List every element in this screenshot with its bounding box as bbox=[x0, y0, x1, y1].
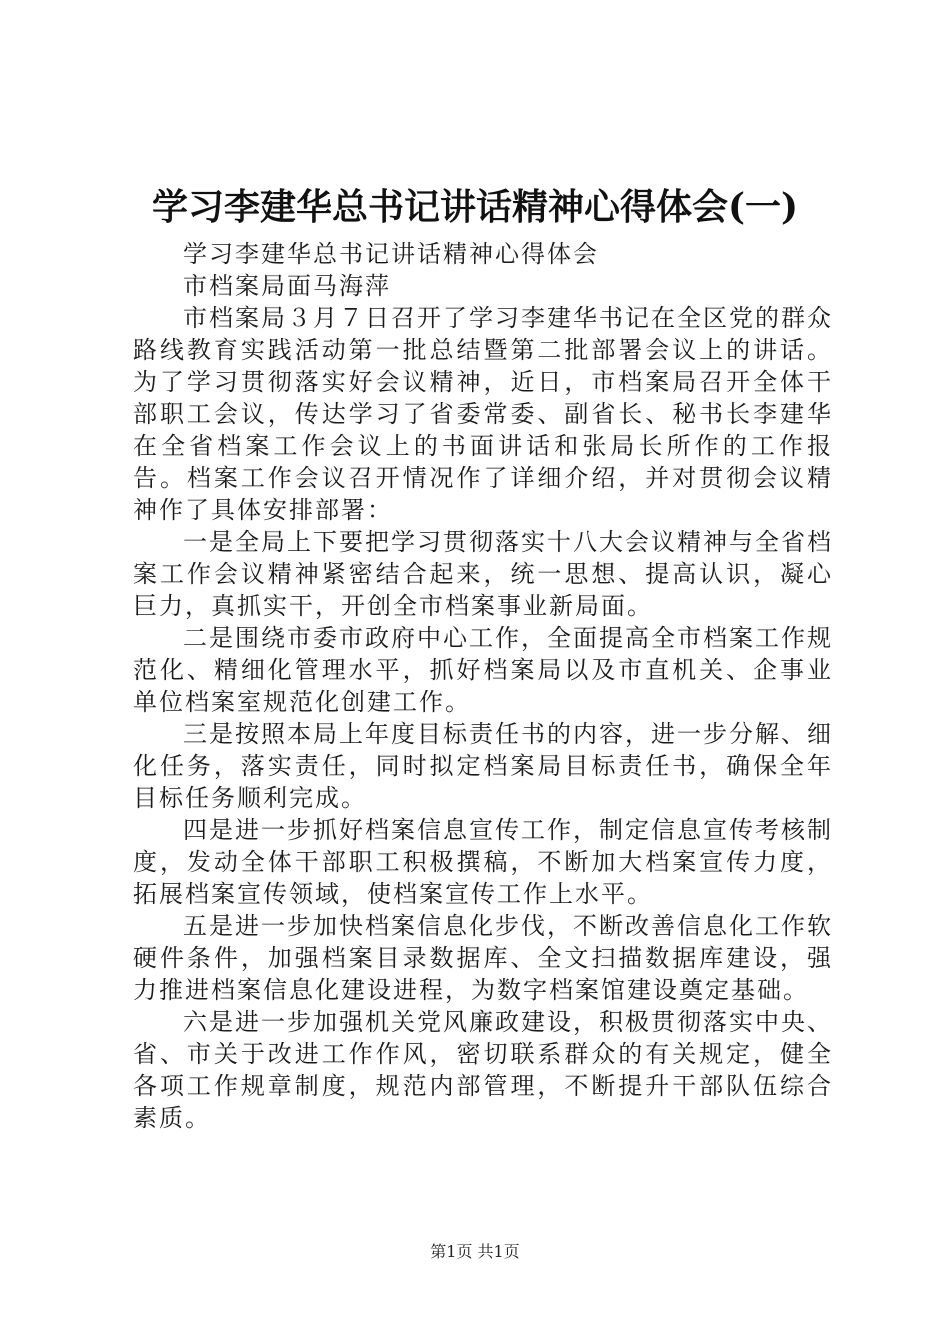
page-number-footer: 第1页 共1页 bbox=[430, 1242, 520, 1261]
document-title: 学习李建华总书记讲话精神心得体会(一) bbox=[151, 186, 799, 228]
paragraph: 三是按照本局上年度目标责任书的内容，进一步分解、细化任务，落实责任，同时拟定档案局目标责任书，确保全年目标任务顺利完成。 bbox=[133, 720, 833, 812]
paragraph: 六是进一步加强机关党风廉政建设，积极贯彻落实中央、省、市关于改进工作作风，密切联系群众的有关规定，健全各项工作规章制度，规范内部管理，不断提升干部队伍综合素质。 bbox=[133, 1008, 833, 1132]
document-body bbox=[133, 238, 833, 1134]
paragraph: 一是全局上下要把学习贯彻落实十八大会议精神与全省档案工作会议精神紧密结合起来，统一思想、提高认识，凝心巨力，真抓实干，开创全市档案事业新局面。 bbox=[133, 528, 833, 620]
paragraph: 五是进一步加快档案信息化步伐，不断改善信息化工作软硬件条件，加强档案目录数据库、全文扫描数据库建设，强力推进档案信息化建设进程，为数字档案馆建设奠定基础。 bbox=[133, 912, 833, 1004]
document-author: 市档案局面马海萍 bbox=[183, 272, 391, 300]
paragraph: 四是进一步抓好档案信息宣传工作，制定信息宣传考核制度，发动全体干部职工积极撰稿，不断加大档案宣传力度，拓展档案宣传领域，使档案宣传工作上水平。 bbox=[133, 816, 833, 908]
paragraph: 市档案局３月７日召开了学习李建华书记在全区党的群众路线教育实践活动第一批总结暨第二批部署会议上的讲话。为了学习贯彻落实好会议精神，近日，市档案局召开全体干部职工会议，传达学习了省委常委、副省长、秘书长李建华在全省档案工作会议上的书面讲话和张局长所作的工作报告。档案工作会议召开情况作了详细介绍，并对贯彻会议精神作了具体安排部署： bbox=[133, 304, 833, 524]
paragraph: 二是围绕市委市政府中心工作，全面提高全市档案工作规范化、精细化管理水平，抓好档案局以及市直机关、企事业单位档案室规范化创建工作。 bbox=[133, 624, 833, 716]
document-subtitle: 学习李建华总书记讲话精神心得体会 bbox=[183, 240, 599, 268]
